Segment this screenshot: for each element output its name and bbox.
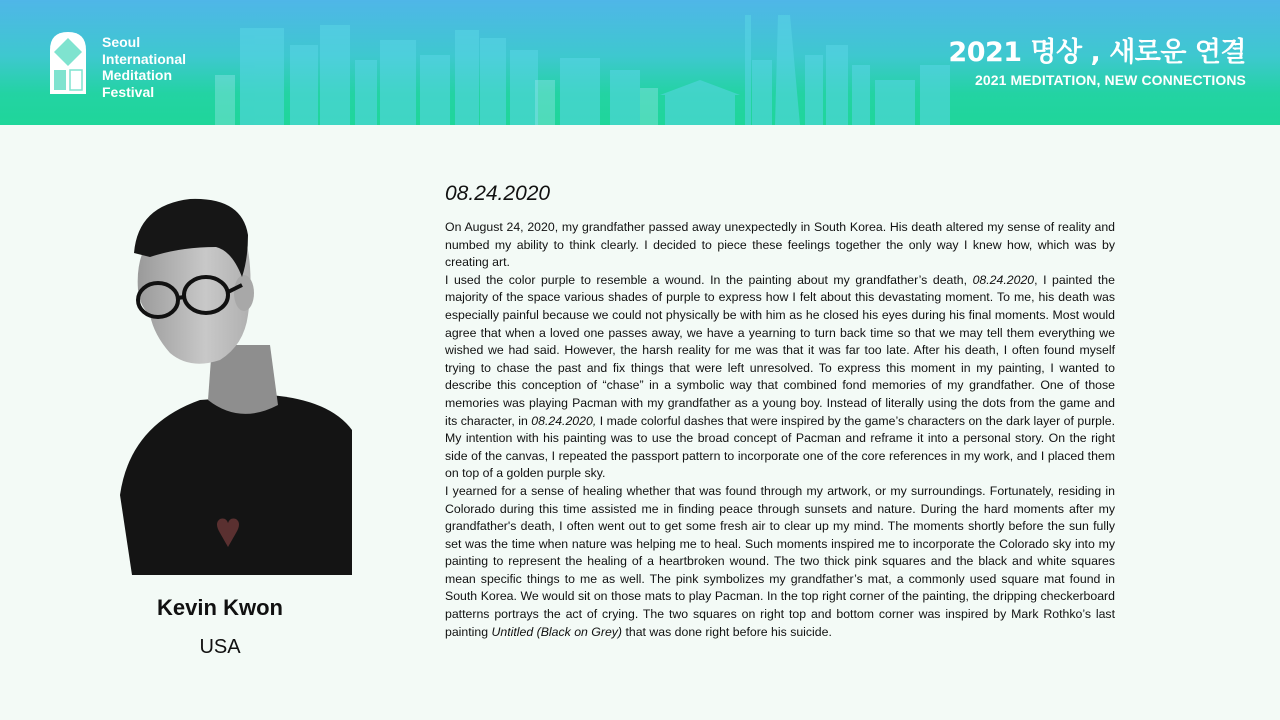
festival-logo[interactable] [44,28,186,100]
festival-logo-text [102,34,186,100]
paragraph-2-text-b: , I painted the majority of the space various shades of purple to express how I felt about this devastating moment. To me, his death was especially painful because we could not physically be with him as he closed his eyes during his final moments. Most would agree that when a loved one passes away, we have a yearning to turn back time so that we may tell them everything we wished we had said. However, the harsh reality for me was that it was far too late. After his death, I often found myself trying to chase the past and fix things that were left unresolved. To express this moment in my painting, I wanted to describe this conception of “chase” in a symbolic way that combined fond memories of my grandfather. One of those memories was playing Pacman with my grandfather as a young boy. Instead of literally using the dots from the game and its character, in [445,272,1115,428]
logo-line-1: Seoul [102,34,141,50]
header-banner [0,0,1280,125]
paragraph-2-text-c: I made colorful dashes that were inspired by the game’s characters on the dark layer of purple. My intention with his painting was to use the broad concept of Pacman and reframe it into a personal story. On the right side of the canvas, I repeated the passport pattern to incorporate one of the core references in my work, and I placed them on top of a golden purple sky. [445,413,1115,481]
artist-portrait [120,195,352,575]
paragraph-2-italic-title-2: 08.24.2020, [531,413,597,428]
artist-name: Kevin Kwon [157,595,283,620]
paragraph-2-text-a: I used the color purple to resemble a wound. In the painting about my grandfather’s death, [445,272,973,287]
festival-title-korean: 2021 명상 , 새로운 연결 [948,37,1246,68]
paragraph-3-text-a: I yearned for a sense of healing whether that was found through my artwork, or my surroundings. Fortunately, residing in Colorado during this time assisted me in finding peace through sunsets and nature. During the hard moments after my grandfather's death, I often went out to get some fresh air to clear up my mind. The moments shortly before the sun fully set was the time when nature was helping me to heal. Such moments inspired me to incorporate the Colorado sky into my painting to represent the healing of a heartbroken wound. The two thick pink squares and the black and white squares mean specific things to me as well. The pink symbolizes my grandfather’s mat, a commonly used square mat found in South Korea. We would sit on those mats to play Pacman. In the top right corner of the painting, the dripping checkerboard patterns portrays the act of crying. The two squares on right top and bottom corner was inspired by Mark Rothko’s last painting [445,483,1115,639]
festival-title [948,36,1246,88]
artist-country: USA [199,636,241,658]
paragraph-1: On August 24, 2020, my grandfather passed away unexpectedly in South Korea. His death altered my sense of reality and numbed my ability to think clearly. I decided to piece these feelings together the only way I knew how, which was by creating art. [445,220,1115,270]
paragraph-2-italic-title-1: 08.24.2020 [972,272,1035,287]
paragraph-2 [445,272,1115,483]
paragraph-3-italic-rothko: Untitled (Black on Grey) [491,624,623,639]
logo-line-3: Meditation [102,67,172,83]
logo-line-2: International [102,50,187,67]
paragraph-3-text-b: that was done right before his suicide. [622,624,832,639]
paragraph-3 [445,483,1115,641]
logo-line-4: Festival [102,83,155,100]
artwork-title: 08.24.2020 [445,182,551,205]
artwork-description [445,219,1115,641]
festival-logo-icon [44,28,92,98]
festival-title-english: 2021 MEDITATION, NEW CONNECTIONS [974,72,1246,88]
